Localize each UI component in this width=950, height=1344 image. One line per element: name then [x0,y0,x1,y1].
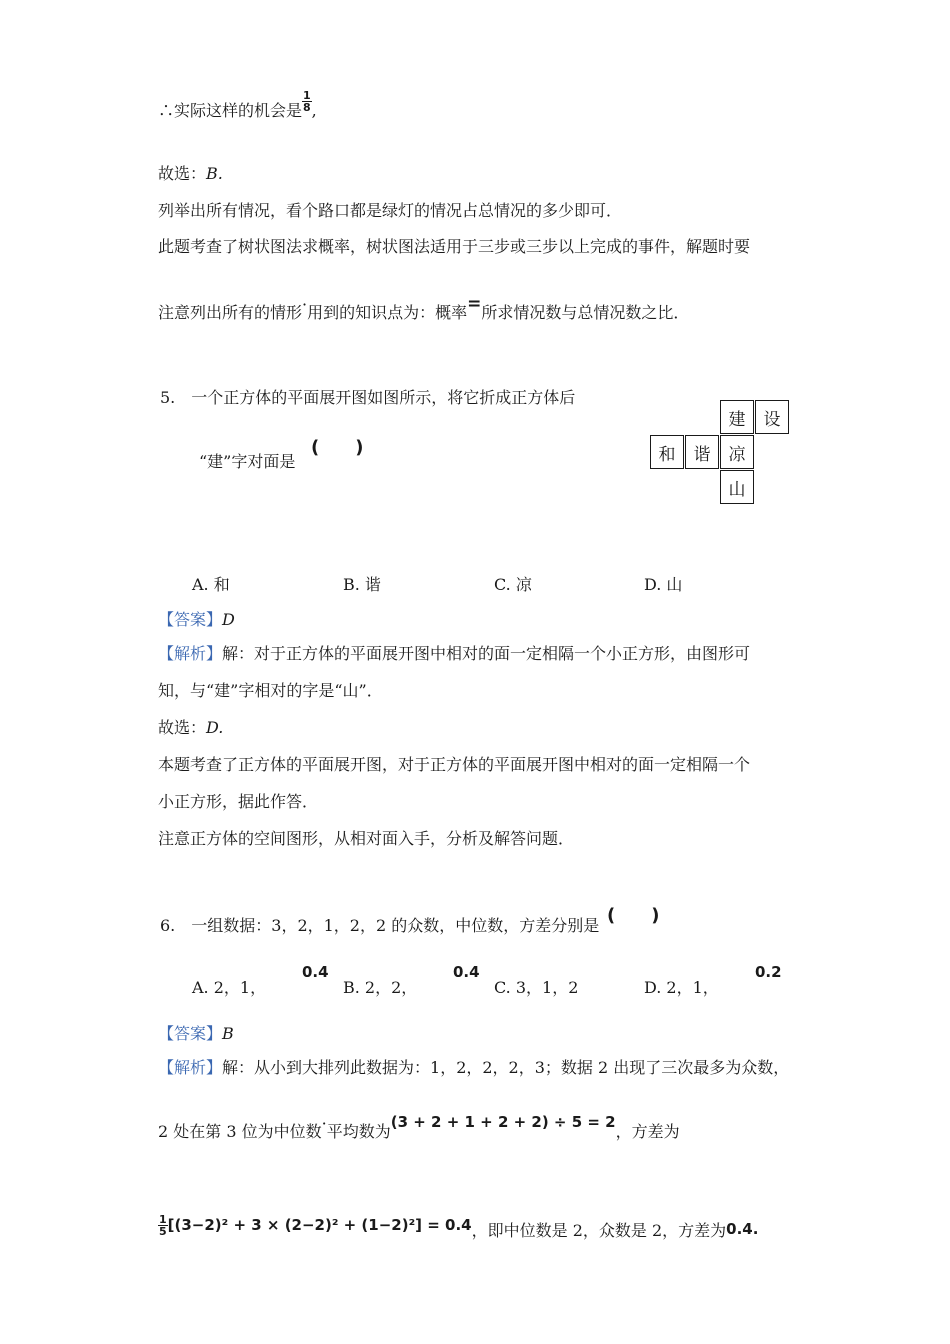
answer-letter: D. [206,718,224,737]
option-a: A. 和 [192,575,230,594]
text: ，方差为 [615,1122,680,1141]
analysis-line [158,1058,789,1078]
answer-line [158,610,235,630]
fraction [302,90,312,113]
frac-den: 5 [159,1225,167,1238]
answer-paren: ( ) [607,905,660,926]
variance-line [158,1213,759,1243]
paragraph: 注意正方体的空间图形，从相对面入手，分析及解答问题． [158,829,575,848]
text: 所求情况数与总情况数之比． [481,303,690,322]
mean-formula: (3 + 2 + 1 + 2 + 2) ÷ 5 = 2 [390,1113,616,1131]
text: 注意列出所有的情形 [158,303,303,322]
paragraph: 此题考查了树状图法求概率，树状图法适用于三步或三步以上完成的事件，解题时要 [158,237,751,256]
variance-formula: [(3−2)² + 3 × (2−2)² + (1−2)²] = 0.4 [167,1216,472,1234]
analysis-line [158,644,750,664]
net-cell: 山 [720,470,754,504]
text: ，即中位数是 2，众数是 2，方差为 [471,1221,727,1240]
answer-tag: 【答案】 [158,1024,223,1043]
net-cell: 设 [755,400,789,434]
analysis-tag: 【解析】 [158,1058,223,1077]
option-d: D. 2，1， [644,978,719,997]
option-b: B. 2，2， [343,978,418,997]
option-b: B. 谐 [343,575,381,594]
net-cell: 谐 [685,435,719,469]
net-cell: 和 [650,435,684,469]
answer-letter: B [222,1024,234,1043]
text: 解：从小到大排列此数据为：1，2，2，2，3；数据 2 出现了三次最多为众数， [222,1058,790,1077]
text: 故选： [158,718,207,737]
paragraph: 小正方形，据此作答． [158,792,319,811]
paragraph: 知，与“建”字相对的字是“山”． [158,681,383,700]
cube-net-figure [650,400,792,508]
question-6-stem: 6. 一组数据：3，2，1，2，2 的众数，中位数，方差分别是 [160,916,600,935]
fraction [158,1214,168,1237]
dot: · [302,295,308,314]
answer-letter: B. [206,164,223,183]
answer-letter: D [222,610,235,629]
text: 用到的知识点为：概率 [307,303,468,322]
analysis-line-2 [158,1113,680,1142]
frac-den: 8 [303,101,311,114]
text: ∴实际这样的机会是 [158,101,303,120]
equals-sign: = [467,294,482,314]
dot: · [321,1114,327,1133]
option-a: A. 2，1， [192,978,267,997]
option-d-math: 0.2 [755,963,782,981]
text: , [311,101,317,120]
answer-line [158,1024,234,1044]
net-cell: 建 [720,400,754,434]
frac-num: 1 [303,89,311,102]
option-c: C. 3，1，2 [494,978,579,997]
conclude-line [158,718,223,738]
analysis-tag: 【解析】 [158,644,223,663]
answer-tag: 【答案】 [158,610,223,629]
text: 2 处在第 3 位为中位数 [158,1122,322,1141]
text: 解：对于正方体的平面展开图中相对的面一定相隔一个小正方形，由图形可 [222,644,751,663]
text: 平均数为 [326,1122,391,1141]
question-5-stem: 5. 一个正方体的平面展开图如图所示，将它折成正方体后 [160,388,576,407]
answer-paren: ( ) [311,437,364,458]
option-c: C. 凉 [494,575,532,594]
option-b-math: 0.4 [453,963,480,981]
paragraph: 列举出所有情况，看个路口都是绿灯的情况占总情况的多少即可． [158,201,623,220]
paragraph: 本题考查了正方体的平面展开图，对于正方体的平面展开图中相对的面一定相隔一个 [158,755,751,774]
net-cell: 凉 [720,435,754,469]
frac-num: 1 [159,1213,167,1226]
paragraph [158,294,690,323]
question-5-stem-2: “建”字对面是 [199,452,296,471]
text: 故选： [158,164,207,183]
answer-line [158,164,223,184]
prob-result-line [158,89,317,123]
variance-value: 0.4. [726,1220,759,1238]
option-a-math: 0.4 [302,963,329,981]
option-d: D. 山 [644,575,683,594]
